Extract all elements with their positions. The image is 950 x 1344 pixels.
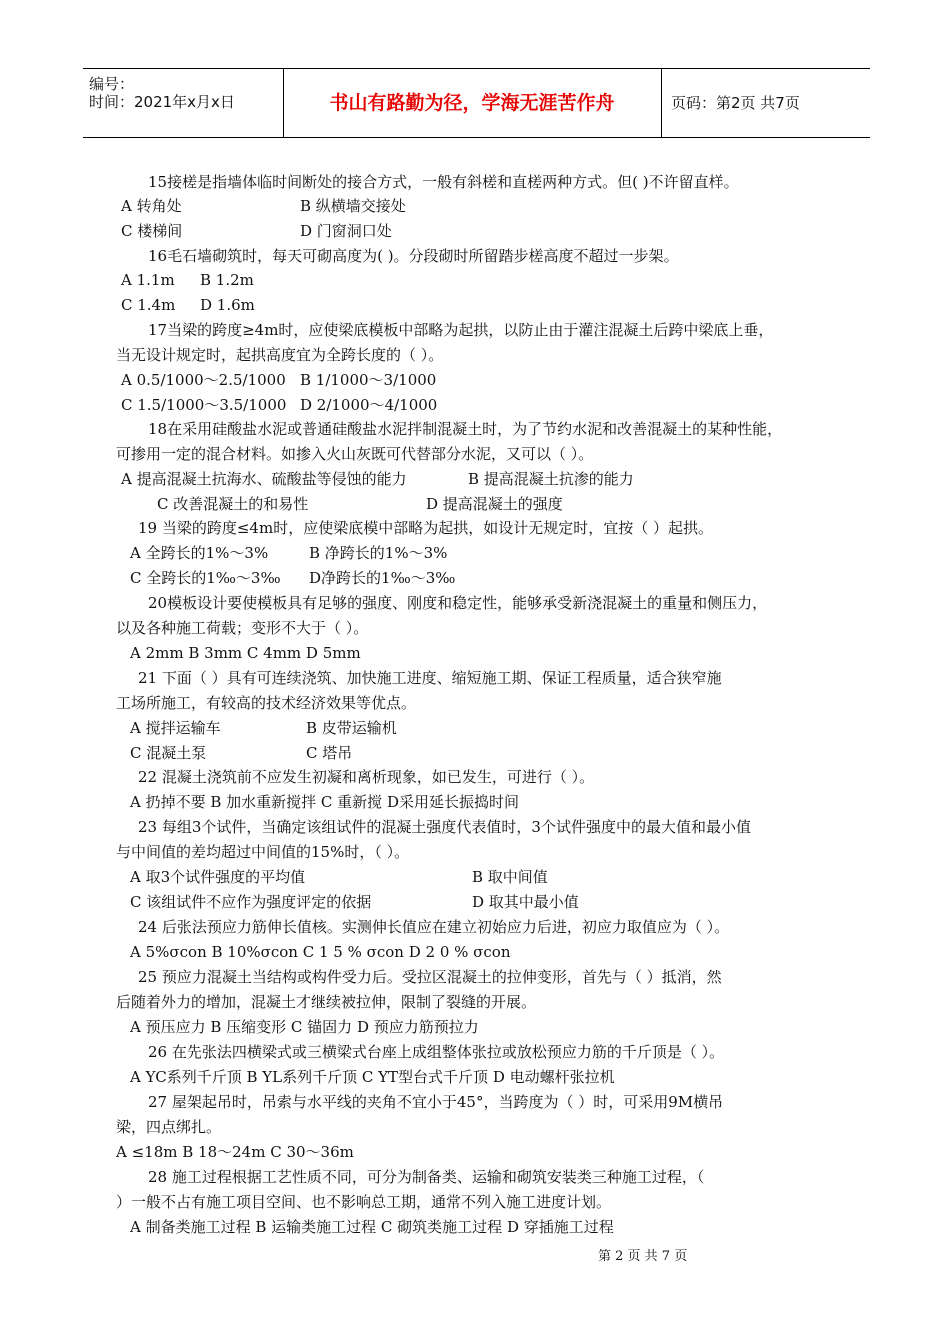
question-text: 可掺用一定的混合材料。如掺入火山灰既可代替部分水泥，又可以（ ）。 [116,445,594,463]
question-option: C 塔吊 [306,744,353,762]
question-text: 28 施工过程根据工艺性质不同，可分为制备类、运输和砌筑安装类三种施工过程，（ [148,1168,705,1186]
question-text: 23 每组3个试件，当确定该组试件的混凝土强度代表值时，3个试件强度中的最大值和最小值 [138,818,751,836]
question-text: 以及各种施工荷载；变形不大于（ ）。 [116,619,369,637]
question-option: C 该组试件不应作为强度评定的依据 [130,893,372,911]
question-text: 20模板设计要使模板具有足够的强度、刚度和稳定性，能够承受新浇混凝土的重量和侧压力， [148,594,768,612]
question-options: A 5%σcon B 10%σcon C 1 5 % σcon D 2 0 % σcon [130,943,511,961]
header-page-info: 页码：第2页 共7页 [671,94,800,112]
question-options: A YC系列千斤顶 B YL系列千斤顶 C YT型台式千斤顶 D 电动螺杆张拉机 [130,1068,615,1086]
date-label: 时间：2021年x月x日 [89,93,235,111]
question-option: C 全跨长的1‰～3‰ [130,569,281,587]
question-option: A 1.1m [121,271,175,289]
question-option: D净跨长的1‰～3‰ [309,569,456,587]
question-text: 梁，四点绑扎。 [116,1118,222,1136]
page-footer: 第 2 页 共 7 页 [598,1249,688,1264]
question-option: B 净跨长的1%～3% [309,544,448,562]
question-option: B 取中间值 [472,868,548,886]
question-option: C 1.5/1000～3.5/1000 [121,396,287,414]
question-option: B 提高混凝土抗渗的能力 [468,470,634,488]
question-text: 与中间值的差均超过中间值的15%时，（ ）。 [116,843,410,861]
question-option: A 取3个试件强度的平均值 [130,868,306,886]
header-motto: 书山有路勤为径，学海无涯苦作舟 [329,92,615,114]
question-option: B 皮带运输机 [306,719,397,737]
question-text: 17当梁的跨度≥4m时，应使梁底模板中部略为起拱，以防止由于灌注混凝土后跨中梁底上垂， [148,321,774,339]
question-option: A 全跨长的1%～3% [130,544,269,562]
question-option: D 门窗洞口处 [300,222,392,240]
question-text: 27 屋架起吊时，吊索与水平线的夹角不宜小于45°，当跨度为（ ）时，可采用9M横吊 [148,1093,724,1111]
question-text: 19 当梁的跨度≤4m时，应使梁底模中部略为起拱，如设计无规定时，宜按（ ）起拱。 [138,519,713,537]
number-label: 编号： [89,75,135,93]
question-option: C 1.4m [121,296,176,314]
question-option: D 提高混凝土的强度 [426,495,563,513]
question-option: B 纵横墙交接处 [300,197,406,215]
question-text: 工场所施工，有较高的技术经济效果等优点。 [116,694,417,712]
question-text: 18在采用硅酸盐水泥或普通硅酸盐水泥拌制混凝土时，为了节约水泥和改善混凝土的某种性能， [148,420,783,438]
question-option: D 1.6m [200,296,255,314]
question-text: 16毛石墙砌筑时，每天可砌高度为( )。分段砌时所留踏步槎高度不超过一步架。 [148,247,679,265]
question-option: A 搅拌运输车 [130,719,221,737]
question-options: A 预压应力 B 压缩变形 C 锚固力 D 预应力筋预拉力 [130,1018,479,1036]
question-text: 当无设计规定时，起拱高度宜为全跨长度的（ ）。 [116,346,444,364]
question-option: A 提高混凝土抗海水、硫酸盐等侵蚀的能力 [121,470,407,488]
question-text: 21 下面（ ）具有可连续浇筑、加快施工进度、缩短施工期、保证工程质量，适合狭窄施 [138,669,722,687]
question-option: A 转角处 [121,197,182,215]
question-option: C 楼梯间 [121,222,183,240]
header-meta [83,69,283,137]
question-option: C 改善混凝土的和易性 [157,495,309,513]
question-text: 22 混凝土浇筑前不应发生初凝和离析现象，如已发生，可进行（ ）。 [138,768,595,786]
question-options: A 制备类施工过程 B 运输类施工过程 C 砌筑类施工过程 D 穿插施工过程 [130,1218,614,1236]
question-text: 后随着外力的增加，混凝土才继续被拉伸，限制了裂缝的开展。 [116,993,537,1011]
question-text: 15接槎是指墙体临时间断处的接合方式，一般有斜槎和直槎两种方式。但( )不许留直样。 [148,173,739,191]
question-text: 26 在先张法四横梁式或三横梁式台座上成组整体张拉或放松预应力筋的千斤顶是（ ）。 [148,1043,725,1061]
question-options: A ≤18m B 18～24m C 30～36m [116,1143,354,1161]
question-option: B 1/1000～3/1000 [300,371,437,389]
question-text: 25 预应力混凝土当结构或构件受力后。受拉区混凝土的拉伸变形，首先与（ ）抵消，然 [138,968,722,986]
question-option: D 2/1000～4/1000 [300,396,438,414]
question-option: D 取其中最小值 [472,893,579,911]
question-option: A 0.5/1000～2.5/1000 [121,371,286,389]
question-option: B 1.2m [200,271,254,289]
document-header [83,68,870,138]
question-option: C 混凝土泵 [130,744,207,762]
question-options: A 扔掉不要 B 加水重新搅拌 C 重新搅 D采用延长振捣时间 [130,793,519,811]
header-divider [661,69,662,137]
question-text: ）一般不占有施工项目空间、也不影响总工期，通常不列入施工进度计划。 [116,1193,612,1211]
question-text: 24 后张法预应力筋伸长值核。实测伸长值应在建立初始应力后进，初应力取值应为（ ）。 [138,918,730,936]
question-options: A 2mm B 3mm C 4mm D 5mm [130,644,361,662]
